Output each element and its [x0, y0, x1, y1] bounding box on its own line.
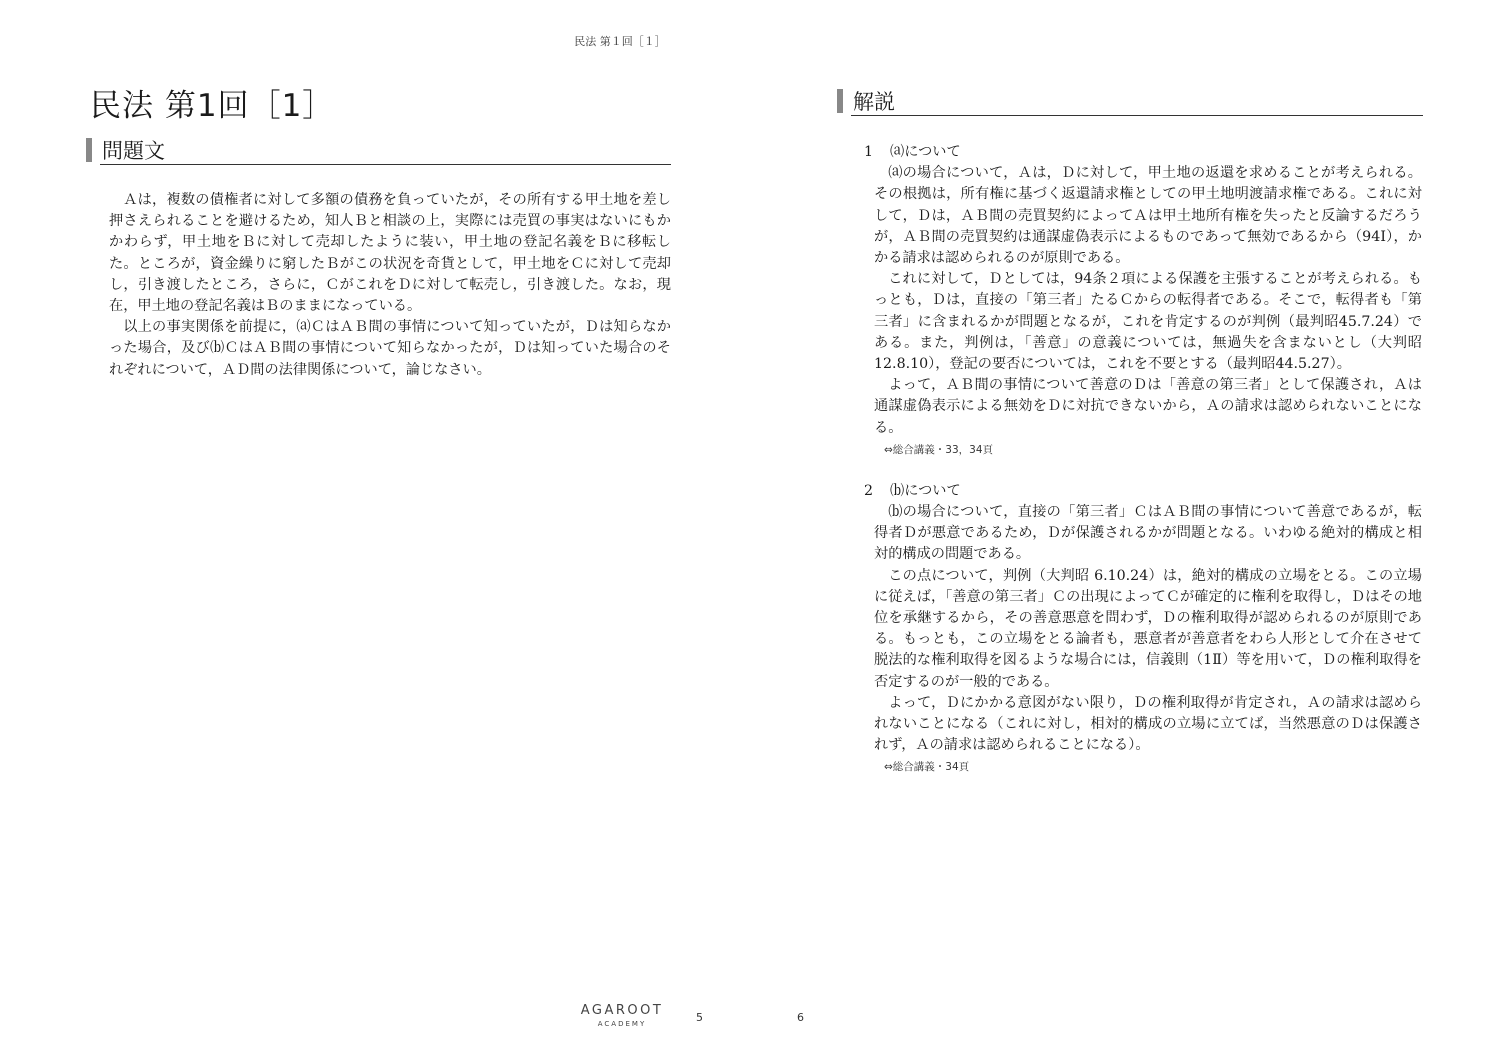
lecture-reference: ⇔総合講義・34頁	[884, 761, 970, 774]
heading-bar	[837, 89, 843, 113]
lecture-reference: ⇔総合講義・33，34頁	[884, 443, 994, 456]
commentary-paragraph: ⒜の場合について，Ａは，Ｄに対して，甲土地の返還を求めることが考えられる。その根拠は，所有権に基づく返還請求権としての甲土地明渡請求権である。これに対して，Ｄは，ＡＢ間の売買契約によってＡは甲土地所有権を失ったと反論するだろうが，ＡＢ間の売買契約は通謀虚偽表示によるものであって無効であるから（94Ⅰ），かかる請求は認められるのが原則である。	[874, 165, 1422, 267]
commentary-item-2	[862, 481, 1422, 779]
publisher-logo	[572, 1003, 672, 1029]
problem-heading-label: 問題文	[102, 139, 165, 163]
running-header: 民法 第１回［１］	[574, 35, 666, 48]
commentary-paragraph: よって，Ｄにかかる意図がない限り，Ｄの権利取得が肯定され，Ａの請求は認められないことになる（これに対し，相対的構成の立場に立てば，当然悪意のＤは保護されず，Ａの請求は認められることになる）。	[874, 694, 1422, 754]
commentary-item-heading	[862, 142, 1422, 163]
heading-bar	[86, 138, 92, 162]
problem-text	[109, 190, 671, 381]
logo-subtext: ACADEMY	[597, 1020, 647, 1028]
item-number: 2	[864, 482, 874, 499]
commentary-heading-label: 解説	[853, 89, 895, 114]
commentary-paragraph: これに対して，Ｄとしては，94条２項による保護を主張することが考えられる。もっとも，Ｄは，直接の「第三者」たるＣからの転得者である。そこで，転得者も「第三者」に含まれるかが問題となるが，これを肯定するのが判例（最判昭45.7.24）である。また，判例は，「善意」の意義については，無過失を含まないとし（大判昭 12.8.10），登記の要否については，これを不要とする（最判昭44.5.27）。	[874, 271, 1422, 373]
page-number-right: 6	[797, 1011, 804, 1024]
commentary-paragraph: この点について，判例（大判昭 6.10.24）は，絶対的構成の立場をとる。この立場に従えば，「善意の第三者」Ｃの出現によってＣが確定的に権利を取得し，Ｄはその地位を承継するから，その善意悪意を問わず，Ｄの権利取得が認められるのが原則である。もっとも，この立場をとる論者も，悪意者が善意者をわら人形として介在させて脱法的な権利取得を図るような場合には，信義則（1Ⅱ）等を用いて，Ｄの権利取得を否定するのが一般的である。	[874, 567, 1422, 690]
commentary-paragraph: ⒝の場合について，直接の「第三者」ＣはＡＢ間の事情について善意であるが，転得者Ｄが悪意であるため，Ｄが保護されるかが問題となる。いわゆる絶対的構成と相対的構成の問題である。	[874, 504, 1422, 563]
commentary-heading	[851, 86, 1423, 116]
commentary-paragraph: よって，ＡＢ間の事情について善意のＤは「善意の第三者」として保護され，Ａは通謀虚偽表示による無効をＤに対抗できないから，Ａの請求は認められないことになる。	[874, 377, 1422, 436]
page-title: 民法 第1回［1］	[90, 88, 335, 124]
item-title: ⒜について	[890, 144, 961, 160]
page-number-left: 5	[696, 1011, 703, 1024]
logo-wordmark: AGAROOT	[580, 1003, 664, 1018]
commentary	[862, 142, 1422, 798]
problem-paragraph-2: 以上の事実関係を前提に，⒜ＣはＡＢ間の事情について知っていたが，Ｄは知らなかった場合，及び⒝ＣはＡＢ間の事情について知らなかったが，Ｄは知っていた場合のそれぞれについて，ＡＤ間の法律関係について，論じなさい。	[109, 319, 671, 378]
item-title: ⒝について	[890, 482, 961, 499]
commentary-item-heading	[862, 481, 1422, 502]
problem-heading	[100, 136, 671, 165]
item-number: 1	[864, 144, 874, 160]
commentary-item-1	[862, 142, 1422, 461]
problem-paragraph-1: Ａは，複数の債権者に対して多額の債務を負っていたが，その所有する甲土地を差し押さえられることを避けるため，知人Ｂと相談の上，実際には売買の事実はないにもかかわらず，甲土地をＢに対して売却したように装い，甲土地の登記名義をＢに移転した。ところが，資金繰りに窮したＢがこの状況を奇貨として，甲土地をＣに対して売却し，引き渡したところ，さらに，ＣがこれをＤに対して転売し，引き渡した。なお，現在，甲土地の登記名義はＢのままになっている。	[109, 192, 671, 315]
